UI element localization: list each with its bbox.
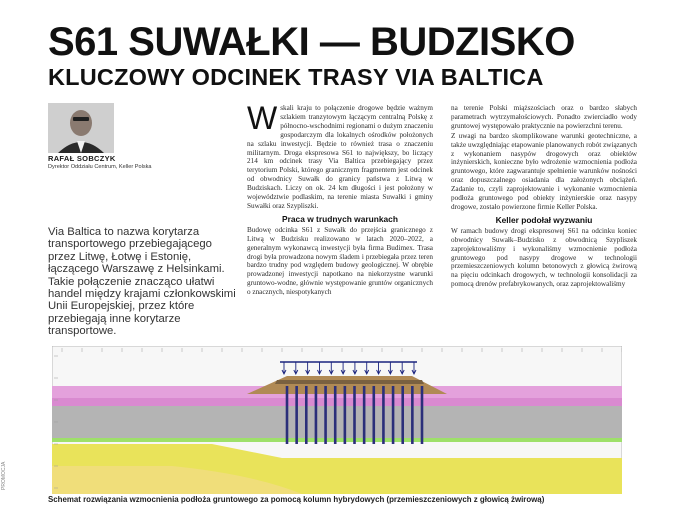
figure-caption: Schemat rozwiązania wzmocnienia podłoża gruntowego za pomocą kolumn hybrydowych (przemieszczeniowych z głowicą żwirową) [48,495,545,504]
embankment-crust [275,380,424,384]
author-role: Dyrektor Oddziału Centrum, Keller Polska [48,164,152,170]
green-layer [52,438,622,442]
promo-tag: PROMOCJA [1,461,7,490]
reinforcement-column [353,386,356,444]
reinforcement-column [372,386,375,444]
reinforcement-column [382,386,385,444]
drop-cap: W [247,100,278,136]
organic-soil-layer [52,406,622,438]
paragraph: skali kraju to połączenie drogowe będzie ważnym szlakiem tranzytowym łączącym centralną Polskę z północno-wschodnimi regionami o dużym znaczeniu gospodarczym dla lokalnych ośrodków położonych na szlaku inwestycji. Będzie to również trasa o znaczeniu militarnym. Droga ekspresowa S61 to największy, bo liczący 214 km odcinek trasy Via Baltica przebiegający przez terytorium Polski, którego granicznym fragmentem jest odcinek od obwodnicy Suwałk do granicy państwa z Litwą w Budziskach. Liczy on ok. 24 km długości i jest położony w województwie podlaskim, na terenie miasta Suwałki i gminy Suwałki oraz Szypliszki. [247,104,433,210]
reinforcement-column [315,386,318,444]
author-portrait-icon [48,103,114,153]
reinforcement-column [286,386,289,444]
reinforcement-column [392,386,395,444]
soil-reinforcement-diagram [52,346,622,494]
article-column-2 [451,104,637,290]
reinforcement-column [401,386,404,444]
section-heading: Keller podołał wyzwaniu [495,214,593,225]
article-subtitle: KLUCZOWY ODCINEK TRASY VIA BALTICA [48,64,544,90]
reinforcement-column [324,386,327,444]
reinforcement-column [344,386,347,444]
paragraph: Z uwagi na bardzo skomplikowane warunki geotechniczne, a także uwzględniając etapowanie planowanych robót związanych z wykonaniem nasypów drogowych oraz obiektów inżynierskich, konieczne było wdrożenie wzmocnienia podłoża gruntowego, które zagwarantuje spełnienie warunków nośności oraz dopuszczalnego osiadania dla założonych obciążeń. Zadanie to, czyli zaprojektowanie i wykonanie wzmocnienia podłoża gruntowego pod obiekty inżynierskie oraz nasypy drogowe, zostało powierzone firmie Keller Polska. [451,131,637,211]
paragraph: W ramach budowy drogi ekspresowej S61 na odcinku koniec obwodnicy Suwałk–Budzisko z obwodnicą Szypliszek zaprojektowaliśmy i wykonaliśmy wzmocnienie podłoża gruntowego pod nasypy drogowe w technologii przemieszczeniowych kolumn betonowych z głowicą żwirową na pięciu odcinkach drogowych, w technologii konsolidacji za pomocą drenów prefabrykowanych, oraz zaprojektowaliśmy [451,226,637,289]
reinforcement-column [295,386,298,444]
paragraph: Budowę odcinka S61 z Suwałk do przejścia granicznego z Litwą w Budzisku realizowano w latach 2020–2022, a generalnym wykonawcą inwestycji była firma Budimex. Trasa drogi była prowadzona nowym śladem i przebiegała przez teren bardzo trudny pod względem budowy geologicznej. W obrębie prowadzonej inwestycji napotkano na niekorzystne warunki gruntowo-wodne, głównie występowanie gruntów organicznych o znacznych, niespotykanych [247,225,433,297]
reinforcement-column [411,386,414,444]
lead-paragraph [48,226,238,338]
author-photo [48,103,114,153]
reinforcement-column [305,386,308,444]
article-column-1 [247,100,433,298]
lead-text: Via Baltica to nazwa korytarza transportowego przebiegającego przez Litwę, Łotwę i Estonię, łączącego Warszawę z Helsinkami. Takie połączenie znacząco ułatwi handel między krajami członkowskimi Unii Europejskiej, przez które przebiegają inne korytarze transportowe. [48,226,236,338]
section-heading: Praca w trudnych warunkach [282,213,398,224]
column-group [286,386,424,444]
reinforcement-column [334,386,337,444]
author-name: RAFAŁ SOBCZYK [48,154,116,163]
reinforcement-column [421,386,424,444]
paragraph: na terenie Polski miąższościach oraz o bardzo słabych parametrach wytrzymałościowych. Ponadto zwierciadło wody gruntowej występowało praktycznie na powierzchni terenu. [451,104,637,130]
article-title: S61 SUWAŁKI — BUDZISKO [48,20,575,64]
reinforcement-column [363,386,366,444]
